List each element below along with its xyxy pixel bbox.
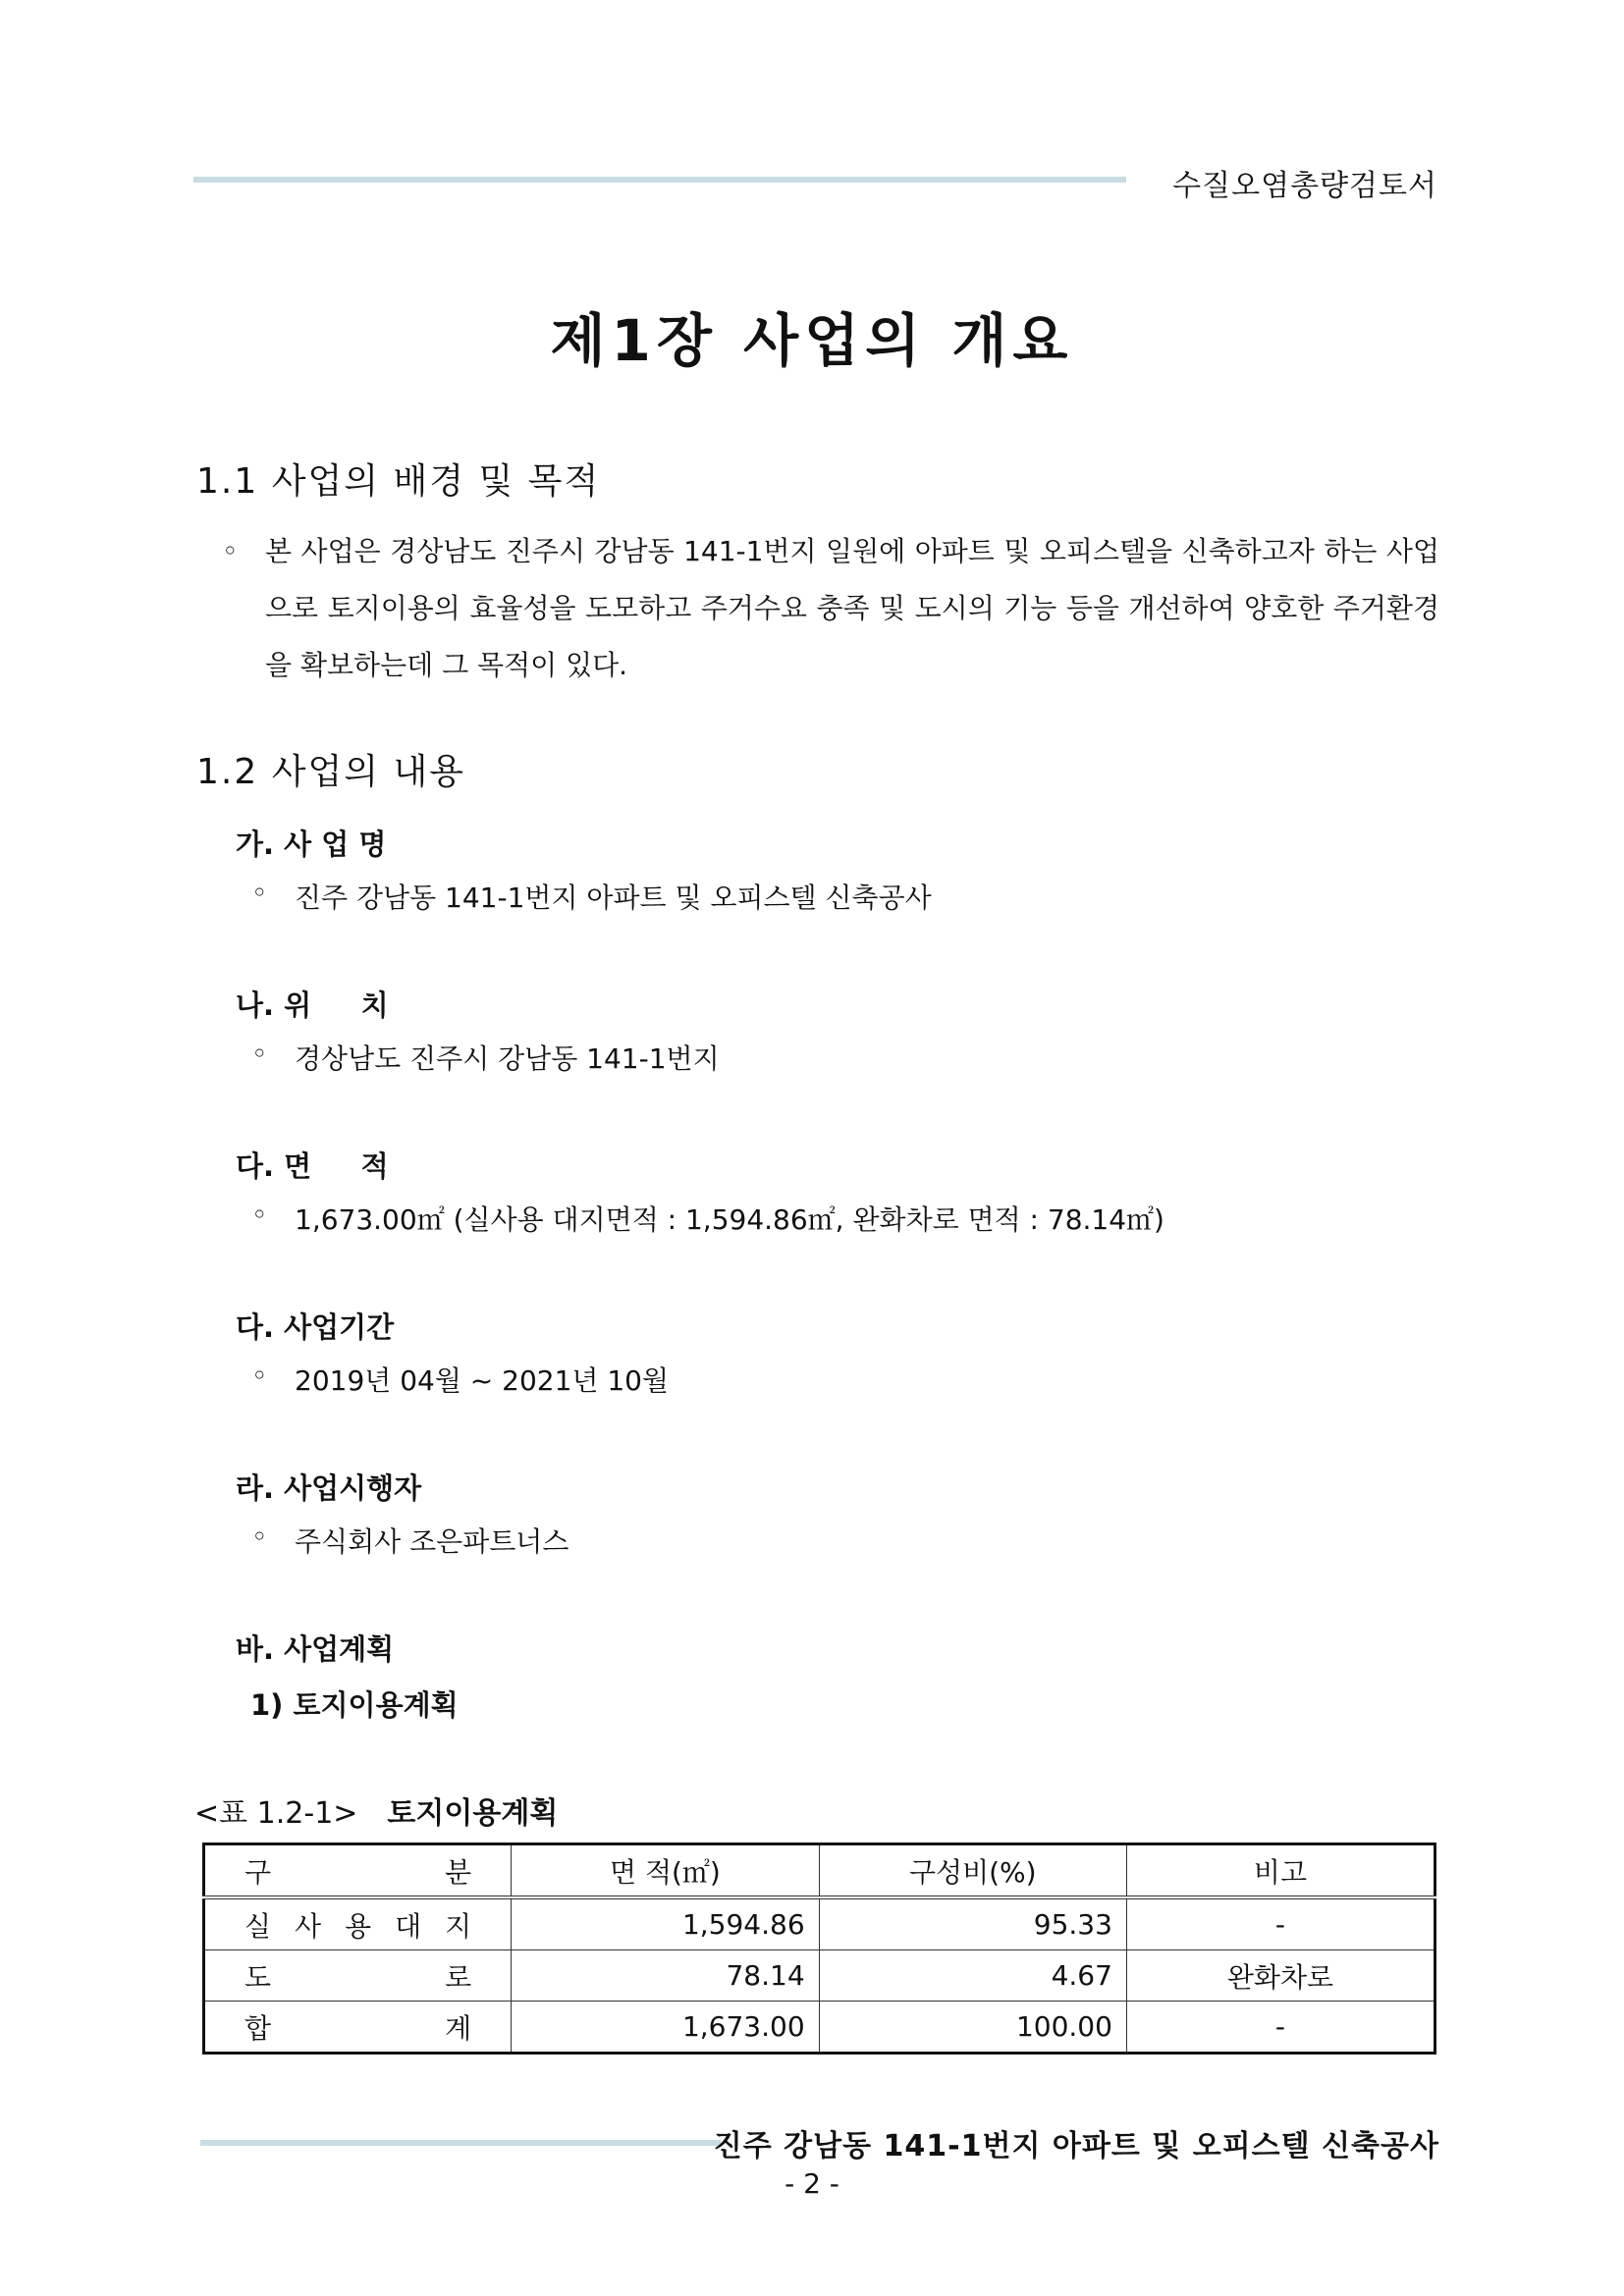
table-cell: 도 로 (204, 1950, 512, 2002)
item-label-period: 다. 사업기간 (236, 1310, 395, 1344)
table-header-cell: 면 적(㎡) (512, 1844, 819, 1898)
chapter-title: 제1장 사업의 개요 (550, 307, 1074, 374)
table-row (204, 1950, 1435, 2002)
table-cell: 78.14 (512, 1950, 819, 2002)
background-paragraph (222, 523, 1439, 694)
table-caption-title: 토지이용계획 (387, 1796, 559, 1831)
bullet-mark: ◦ (222, 535, 239, 567)
table-caption (194, 1789, 558, 1832)
bullet-mark: ◦ (251, 1038, 268, 1070)
table-cell: 95.33 (819, 1897, 1126, 1950)
table-header-cell: 구성비(%) (819, 1844, 1126, 1898)
bullet-mark: ◦ (251, 1199, 268, 1231)
bullet-mark: ◦ (251, 1521, 268, 1553)
item-label-project-name: 가. 사 업 명 (236, 828, 387, 861)
table-cell: 실 사 용 대 지 (204, 1897, 512, 1950)
table-cell: - (1126, 2002, 1435, 2054)
item-text-area: 1,673.00㎡ (실사용 대지면적 : 1,594.86㎡, 완화차로 면적 : 78.14㎡) (295, 1203, 1164, 1236)
table-header-cell: 비고 (1126, 1844, 1435, 1898)
item-label-area: 다. 면 적 (236, 1149, 389, 1183)
item-text-location: 경상남도 진주시 강남동 141-1번지 (295, 1042, 720, 1075)
land-use-table (202, 1842, 1436, 2055)
page-number: - 2 - (785, 2167, 839, 2200)
header-rule (193, 177, 1126, 183)
item-label-operator: 라. 사업시행자 (236, 1471, 422, 1505)
table-cell: 100.00 (819, 2002, 1126, 2054)
table-row (204, 2002, 1435, 2054)
section-heading-1-2: 1.2 사업의 내용 (196, 752, 466, 792)
table-header-cell: 구 분 (204, 1844, 512, 1898)
table-cell: 합 계 (204, 2002, 512, 2054)
footer-project-title: 진주 강남동 141-1번지 아파트 및 오피스텔 신축공사 (713, 2129, 1439, 2163)
footer-rule (200, 2140, 721, 2146)
item-label-land-use: 1) 토지이용계획 (250, 1688, 459, 1722)
table-cell: 1,673.00 (512, 2002, 819, 2054)
bullet-mark: ◦ (251, 877, 268, 909)
item-label-location: 나. 위 치 (236, 988, 389, 1022)
header-title: 수질오염총량검토서 (1172, 169, 1437, 203)
table-header-row (204, 1844, 1435, 1898)
table-cell: 4.67 (819, 1950, 1126, 2002)
table-cell: - (1126, 1897, 1435, 1950)
item-text-period: 2019년 04월 ~ 2021년 10월 (295, 1364, 670, 1397)
item-text-operator: 주식회사 조은파트너스 (295, 1525, 569, 1558)
bullet-mark: ◦ (251, 1360, 268, 1392)
background-text: 본 사업은 경상남도 진주시 강남동 141-1번지 일원에 아파트 및 오피스텔을 신축하고자 하는 사업으로 토지이용의 효율성을 도모하고 주거수요 충족 및 도시의 기능 등을 개선하여 양호한 주거환경을 확보하는데 그 목적이 있다. (265, 535, 1439, 681)
table-cell: 완화차로 (1126, 1950, 1435, 2002)
item-text-project-name: 진주 강남동 141-1번지 아파트 및 오피스텔 신축공사 (295, 881, 932, 914)
section-heading-1-1: 1.1 사업의 배경 및 목적 (196, 461, 601, 502)
item-label-plan: 바. 사업계획 (236, 1632, 395, 1666)
table-caption-number: <표 1.2-1> (194, 1796, 358, 1831)
table-cell: 1,594.86 (512, 1897, 819, 1950)
table-row (204, 1897, 1435, 1950)
